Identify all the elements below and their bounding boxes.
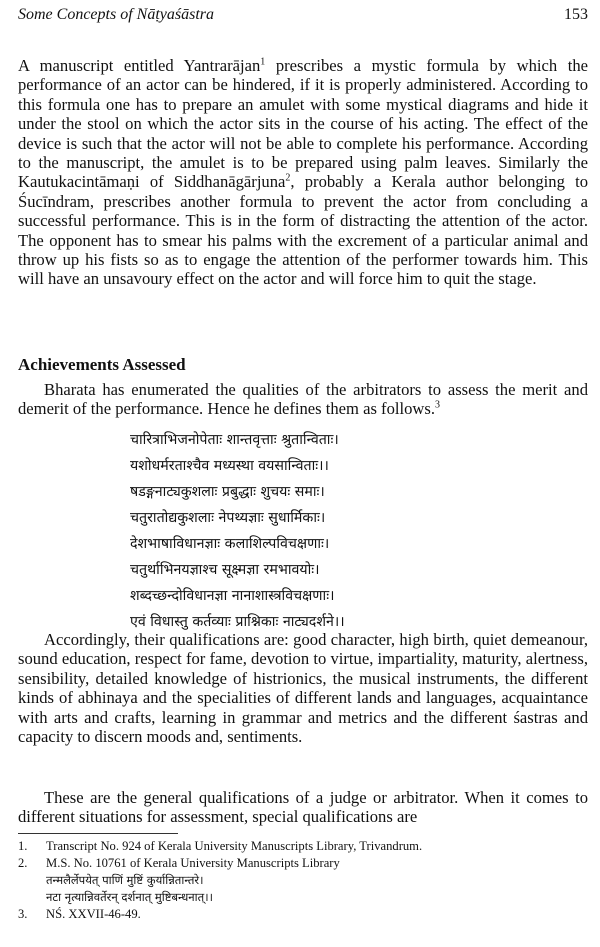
paragraph-text: A manuscript entitled Yantrarājan [18, 56, 261, 75]
verse-line: चारित्राभिजनोपेताः शान्तवृत्ताः श्रुतान्विताः। [130, 432, 339, 448]
footnote-divider [18, 833, 178, 834]
footnote-number: 3. [18, 907, 28, 921]
footnote-text: NŚ. XXVII-46-49. [46, 907, 141, 921]
book-page [18, 0, 588, 947]
footnote-ref-2: 2 [285, 172, 291, 184]
verse-line: एवं विधास्तु कर्तव्याः प्राश्निकाः नाट्यदर्शने।। [130, 614, 345, 630]
verse-line: चतुरातोद्यकुशलाः नेपथ्यज्ञाः सुधार्मिकाः। [130, 510, 326, 526]
footnote-text: Transcript No. 924 of Kerala University Manuscripts Library, Trivandrum. [46, 839, 423, 853]
verse-line: चतुर्थाभिनयज्ञाश्च सूक्ष्मज्ञा रमभावयोः। [130, 562, 320, 578]
footnotes [18, 838, 588, 923]
running-header [18, 6, 588, 28]
footnote-number: 2. [18, 856, 28, 870]
paragraph-qualifications: Accordingly, their qualifications are: good character, high birth, quiet demeanour, sound education, respect for fame, devotion to virtue, impartiality, maturity, alertness, sensibility, detailed knowledge of histrionics, the musical instruments, the different kinds of abhinaya and the specialities of different lands and languages, acquaintance with arts and crafts, learning in grammar and metrics and the different śastras and capacity to discern moods and, sentiments. [18, 630, 588, 747]
verse-line: षडङ्गनाट्यकुशलाः प्रबुद्धाः शुचयः समाः। [130, 484, 325, 500]
footnote [18, 855, 588, 872]
section-heading: Achievements Assessed [18, 355, 186, 374]
sanskrit-verses [130, 427, 490, 635]
footnote-text: तन्मलैर्लेपयेत् पाणिं मुष्टिं कुर्यान्नितान्तरे। [46, 873, 204, 887]
footnote-ref-1: 1 [260, 56, 266, 68]
paragraph-general: These are the general qualifications of a judge or arbitrator. When it comes to different situations for assessment, special qualifications are [18, 788, 588, 827]
paragraph-text: Bharata has enumerated the qualities of the arbitrators to assess the merit and demerit of the performance. Hence he defines them as follows. [18, 380, 588, 419]
paragraph-bharata [18, 380, 588, 419]
footnote [18, 838, 588, 855]
footnote [18, 906, 588, 923]
paragraph-manuscript [18, 56, 588, 289]
page-number: 153 [564, 6, 588, 23]
verse-line: देशभाषाविधानज्ञाः कलाशिल्पविचक्षणाः। [130, 536, 330, 552]
footnote-verse [18, 872, 588, 889]
footnote-text: M.S. No. 10761 of Kerala University Manuscripts Library [46, 856, 340, 870]
footnote-verse [18, 889, 588, 906]
footnote-text: नटा नृत्यान्निवर्तेरन् दर्शनात् मुष्टिबन्धनात्।। [46, 890, 213, 904]
footnote-number: 1. [18, 839, 28, 853]
running-title: Some Concepts of Nāṭyaśāstra [18, 6, 214, 23]
paragraph-text: , probably a Kerala author belonging to Śucīndram, prescribes another formula to prevent the actor from concluding a successful performance. This is in the form of distracting the attention of the actor. The opponent has to smear his palms with the excrement of a particular animal and throw up his fists so as to engage the attention of the performer towards him. This will have an unsavoury effect on the actor and will force him to quit the stage. [18, 172, 588, 289]
footnote-ref-3: 3 [434, 399, 440, 411]
verse-line: शब्दच्छन्दोविधानज्ञा नानाशास्त्रविचक्षणाः। [130, 588, 335, 604]
verse-line: यशोधर्मरताश्चैव मध्यस्था वयसान्विताः।। [130, 458, 329, 474]
paragraph-text: prescribes a mystic formula by which the performance of an actor can be hindered, if it is properly administered. According to this formula one has to prepare an amulet with some mystical diagrams and hide it under the stool on which the actor sits in the course of his acting. The effect of the device is such that the actor will not be able to complete his performance. According to the manuscript, the amulet is to be prepared using palm leaves. Similarly the Kautukacintāmaṇi of Siddhanāgārjuna [18, 56, 588, 192]
